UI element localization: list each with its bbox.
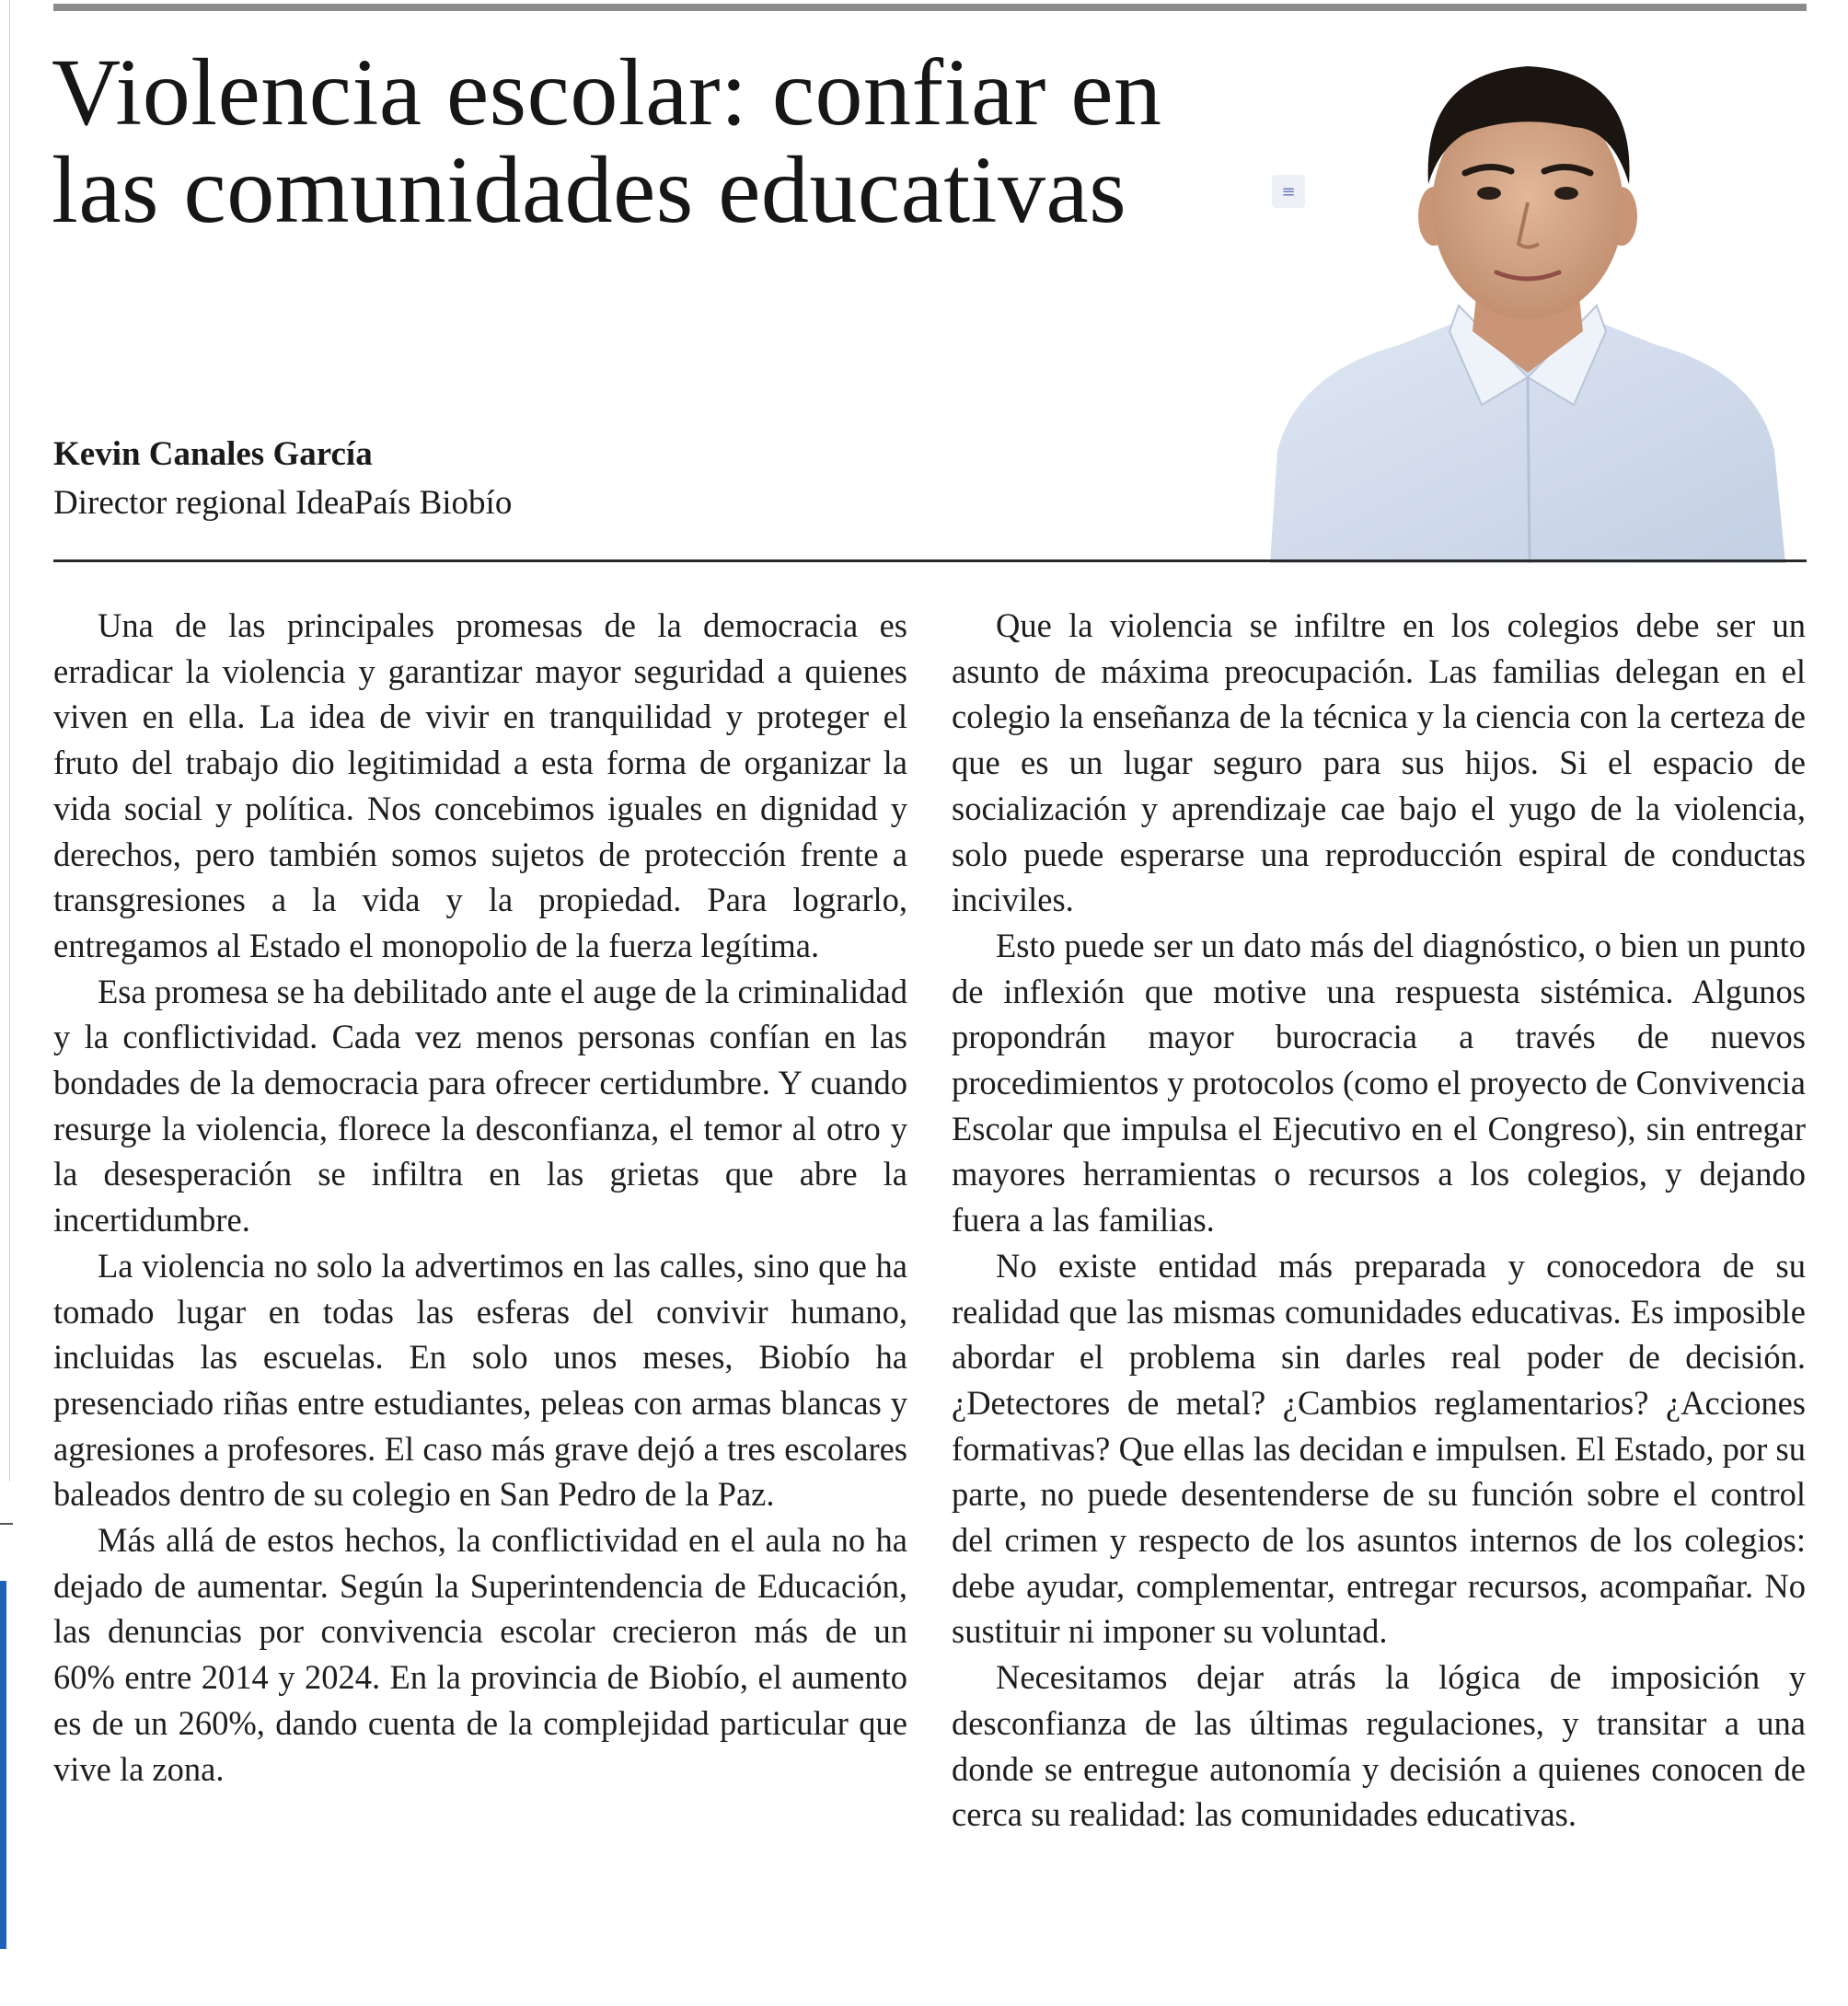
byline-rule bbox=[53, 559, 1807, 562]
paragraph: Que la violencia se infiltre en los colegios debe ser un asunto de máxima preocupación. Las familias delegan en el colegio la enseñanza de la técnica y la ciencia con la certeza de que es un lugar seguro para sus hijos. Si el espacio de socialización y aprendizaje cae bajo el yugo de la violencia, solo puede esperarse una reproducción espiral de conductas inciviles. bbox=[952, 606, 1806, 919]
paragraph: Esto puede ser un dato más del diagnóstico, o bien un punto de inflexión que motive una respuesta sistémica. Algunos propondrán mayor burocracia a través de nuevos procedimientos y protocolos (como el proyecto de Convivencia Escolar que impulsa el Ejecutivo en el Congreso), sin entregar mayores herramientas o recursos a los colegios, y dejando fuera a las familias. bbox=[952, 926, 1806, 1239]
page-edge-accent bbox=[0, 1581, 6, 1949]
author-name: Kevin Canales García bbox=[53, 435, 373, 473]
article-column-right bbox=[952, 603, 1806, 1838]
page-edge-line bbox=[9, 0, 10, 1481]
paragraph: La violencia no solo la advertimos en las calles, sino que ha tomado lugar en todas las esferas del convivir humano, incluidas las escuelas. En solo unos meses, Biobío ha presenciado riñas entre estudiantes, peleas con armas blancas y agresiones a profesores. El caso más grave dejó a tres escolares baleados dentro de su colegio en San Pedro de la Paz. bbox=[53, 1246, 907, 1514]
article-column-left bbox=[53, 603, 907, 1792]
paragraph: Esa promesa se ha debilitado ante el auge de la criminalidad y la conflictividad. Cada vez menos personas confían en las bondades de la democracia para ofrecer certidumbre. Y cuando resurge la violencia, florece la desconfianza, el temor al otro y la desesperación se infiltra en las grietas que abre la incertidumbre. bbox=[53, 972, 907, 1239]
portrait-eye-left bbox=[1477, 187, 1501, 200]
comment-marker-icon[interactable]: ≡ bbox=[1272, 175, 1305, 208]
portrait-eye-right bbox=[1554, 187, 1578, 200]
page-edge-tick bbox=[0, 1523, 13, 1525]
top-rule bbox=[53, 4, 1807, 11]
headline bbox=[52, 40, 1248, 243]
portrait-placket bbox=[1528, 377, 1530, 563]
paragraph: Una de las principales promesas de la democracia es erradicar la violencia y garantizar mayor seguridad a quienes viven en ella. La idea de vivir en tranquilidad y proteger el fruto del trabajo dio legitimidad a esta forma de organizar la vida social y política. Nos concebimos iguales en dignidad y derechos, pero también somos sujetos de protección frente a transgresiones a la vida y la propiedad. Para lograrlo, entregamos al Estado el monopolio de la fuerza legítima. bbox=[53, 606, 907, 964]
headline-line-1: Violencia escolar: confiar en bbox=[52, 40, 1162, 145]
headline-line-2: las comunidades educativas bbox=[52, 137, 1127, 243]
author-portrait bbox=[1270, 55, 1785, 563]
paragraph: No existe entidad más preparada y conocedora de su realidad que las mismas comunidades educativas. Es imposible abordar el problema sin darles real poder de decisión. ¿Detectores de metal? ¿Cambios reglamentarios? ¿Acciones formativas? Que ellas las decidan e impulsen. El Estado, por su parte, no puede desentenderse de su función sobre el control del crimen y respecto de los asuntos internos de los colegios: debe ayudar, complementar, entregar recursos, acompañar. No sustituir ni imponer su voluntad. bbox=[952, 1246, 1806, 1651]
author-role: Director regional IdeaPaís Biobío bbox=[53, 484, 513, 522]
paragraph: Necesitamos dejar atrás la lógica de imposición y desconfianza de las últimas regulaciones, y transitar a una donde se entregue autonomía y decisión a quienes conocen de cerca su realidad: las comunidades educativas. bbox=[952, 1658, 1806, 1834]
paragraph: Más allá de estos hechos, la conflictividad en el aula no ha dejado de aumentar. Según la Superintendencia de Educación, las denuncias por convivencia escolar crecieron más de un 60% entre 2014 y 2024. En la provincia de Biobío, el aumento es de un 260%, dando cuenta de la complejidad particular que vive la zona. bbox=[53, 1521, 907, 1788]
